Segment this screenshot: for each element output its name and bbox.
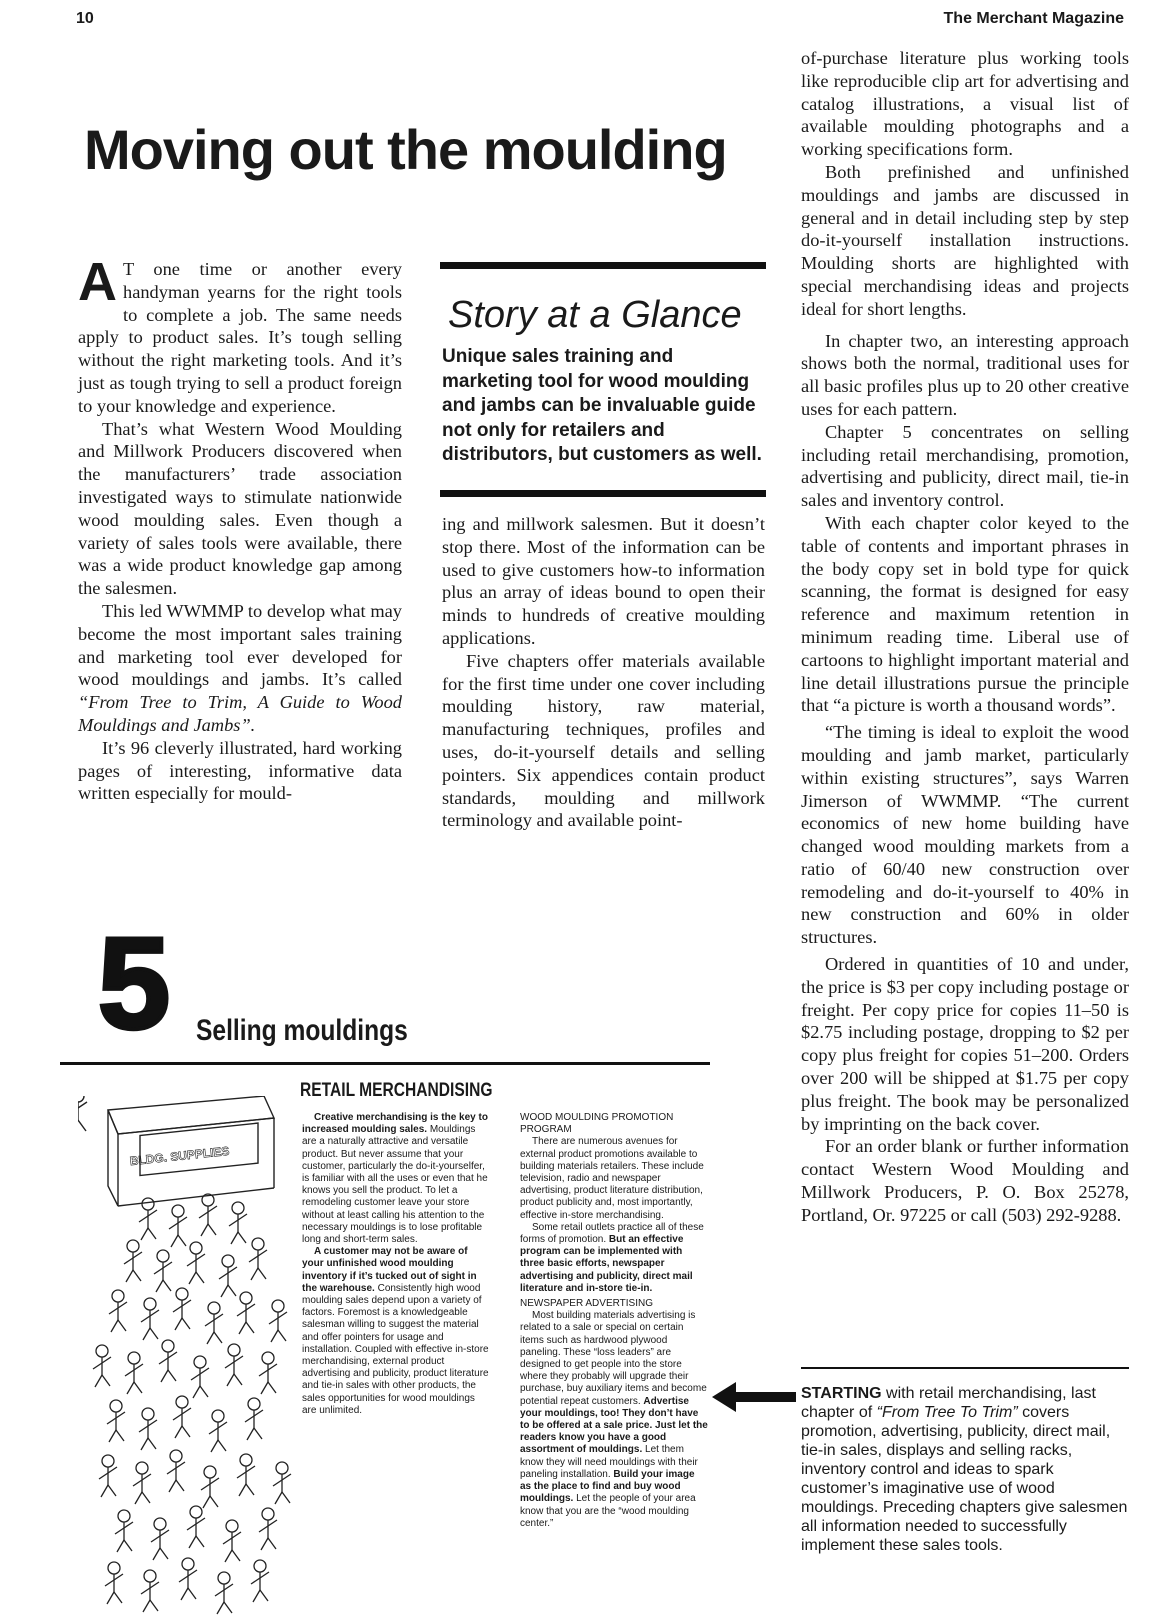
caption-book-title: “From Tree To Trim” <box>876 1404 1018 1421</box>
inset-paragraph <box>520 1310 708 1530</box>
store-sign-text: BLDG. SUPPLIES <box>129 1143 231 1169</box>
caption-lead: STARTING <box>801 1385 882 1402</box>
inset-bold-text: But an effective program can be implemented with three basic efforts, newspaper advertising and publicity, direct mail literature and in-store tie-in. <box>520 1234 693 1294</box>
inset-bold-text: A customer may not be aware of your unfinished wood moulding inventory if it’s tucked out of sight in the warehouse. <box>302 1246 477 1294</box>
glance-bottom-rule <box>440 490 766 497</box>
inset-paragraph <box>302 1112 490 1246</box>
paragraph: With each chapter color keyed to the table of contents and important phrases in the body copy set in bold type for quick scanning, the format is designed for easy reference and maximum retention in minimum reading time. Liberal use of cartoons to highlight important material and line detail illustrations pursue the principle that “a picture is worth a thousand words”. <box>801 512 1129 716</box>
caption-divider <box>801 1367 1129 1369</box>
book-title: “From Tree to Trim, A Guide to Wood Mouldings and Jambs”. <box>78 692 402 735</box>
inset-text: Some retail outlets practice all of these forms of promotion. <box>520 1221 704 1246</box>
section-heading: RETAIL MERCHANDISING <box>300 1080 493 1101</box>
paragraph: “The timing is ideal to exploit the wood moulding and jamb market, particularly within existing structures”, says Warren Jimerson of WWMMP. “The current economics of new home building have changed wood moulding markets from a ratio of 60/40 new construction over remodeling and do-it-yourself to 40% in new construction and 60% in older structures. <box>801 722 1129 948</box>
chapter-number: 5 <box>97 920 171 1040</box>
chapter-number-graphic <box>84 920 188 1040</box>
inset-text: Let the people of your area know that you are the “wood moulding center.” <box>520 1493 696 1529</box>
article-column-2 <box>442 513 765 832</box>
paragraph <box>78 600 402 737</box>
paragraph: For an order blank or further information contact Western Wood Moulding and Millwork Producers, P. O. Box 25278, Portland, Or. 97225 or call (503) 292-9288. <box>801 1136 1129 1225</box>
inset-text: Let them know they will need mouldings with their paneling installation. <box>520 1444 698 1480</box>
paragraph: Chapter 5 concentrates on selling including retail merchandising, promotion, advertising and publicity, direct mail, tie-in sales and inventory control. <box>801 421 1129 511</box>
inset-text: Mouldings are a naturally attractive and versatile product. But never assume that your customer, particularly the do-it-yourselfer, is familiar with all the uses or even that he knows you sell the product. To let a remodeling customer leave your store without at least calling his attention to the necessary mouldings is to lose profitable long and short-term sales. <box>302 1124 488 1246</box>
magazine-name: The Merchant Magazine <box>943 10 1124 27</box>
image-caption <box>801 1384 1129 1555</box>
inset-paragraph <box>520 1222 708 1295</box>
glance-top-rule <box>440 262 766 269</box>
article-column-1 <box>78 252 402 805</box>
inset-bold-text: Build your image as the place to find and buy wood mouldings. <box>520 1468 695 1505</box>
caption-text: with retail merchandising, last chapter of <box>801 1385 1096 1421</box>
inset-bold-text: Creative merchandising is the key to increased moulding sales. <box>302 1112 488 1136</box>
paragraph: Five chapters offer materials available for the first time under one cover including moulding history, raw material, manufacturing techniques, profiles and uses, do-it-yourself details and selling pointers. Six appendices contain product standards, moulding and millwork terminology and available point- <box>442 650 765 831</box>
inset-subheading: NEWSPAPER ADVERTISING <box>520 1298 653 1310</box>
arrow-left-icon <box>712 1380 796 1414</box>
inset-text: Most building materials advertising is related to a sale or special on certain items such as hardwood plywood paneling. These “loss leaders” are designed to get people into the store where they probably will upgrade their purchase, buy auxiliary items and become potential repeat customers. <box>520 1310 707 1407</box>
paragraph: It’s 96 cleverly illustrated, hard working pages of interesting, informative data written especially for mould- <box>78 737 402 804</box>
inset-text: Consistently high wood moulding sales depend upon a variety of factors. Foremost is a knowledgeable salesman willing to suggest the material and offer pointers for usage and installation. Coupled with effective in-store merchandising, external product advertising and publicity, product literature and tie-in sales with other products, the sales opportunities for wood mouldings are unlimited. <box>302 1282 489 1416</box>
crowd-figures <box>93 1194 291 1614</box>
inset-column-1 <box>302 1112 490 1417</box>
glance-title: Story at a Glance <box>448 294 742 336</box>
inset-paragraph <box>302 1246 490 1417</box>
lead-text: T one time or another every handyman yearns for the right tools to complete a job. The same needs apply to product sales. It’s tough selling without the right marketing tools. And it’s just as tough trying to sell a product foreign to your knowledge and experience. <box>78 259 402 416</box>
paragraph: Both prefinished and unfinished mouldings and jambs are discussed in general and in detail including step by step do-it-yourself installation instructions. Moulding shorts are highlighted with special merchandising ideas and projects ideal for short lengths. <box>801 161 1129 319</box>
crowd-cartoon-illustration <box>78 1096 300 1621</box>
chapter-rule <box>60 1062 710 1065</box>
paragraph: In chapter two, an interesting approach shows both the normal, traditional uses for all basic profiles plus up to 20 other creative uses for each pattern. <box>801 330 1129 419</box>
caption-text: covers promotion, advertising, publicity, direct mail, tie-in sales, displays and selling racks, inventory control and ideas to spark customer’s imaginative use of wood mouldings. Preceding chapters give salesmen all information needed to successfully implement these sales tools. <box>801 1404 1128 1554</box>
page-number: 10 <box>76 10 94 27</box>
paragraph-text: This led WWMMP to develop what may become the most important sales training and marketing tool ever developed for wood mouldings and jambs. It’s called <box>78 600 402 690</box>
paragraph: ing and millwork salesmen. But it doesn’t stop there. Most of the information can be used to give customers how-to information plus an array of ideas bound to open their minds to hundreds of creative moulding applications. <box>442 514 765 648</box>
paragraph: Ordered in quantities of 10 and under, the price is $3 per copy including postage or freight. Per copy price for copies 11–50 is $2.75 including postage, dropping to $2 per copy plus freight for copies 51–200. Orders over 200 will be shipped at $1.75 per copy plus freight. The book may be personalized by imprinting on the back cover. <box>801 954 1129 1134</box>
glance-summary: Unique sales training and marketing tool for wood moulding and jambs can be invaluable guide not only for retailers and distributors, but customers as well. <box>442 346 762 465</box>
article-headline: Moving out the moulding <box>84 118 727 181</box>
chapter-title: Selling mouldings <box>196 1014 408 1047</box>
inset-subheading: WOOD MOULDING PROMOTION PROGRAM <box>520 1112 674 1136</box>
inset-bold-text: Advertise your mouldings, too! They don’t have to be offered at a sale price. Just let the readers know you have a good assortment of mouldings. <box>520 1395 708 1456</box>
paragraph: That’s what Western Wood Moulding and Millwork Producers discovered when the manufacturers’ trade association investigated ways to stimulate nationwide wood moulding sales. Even though a variety of sales tools were available, there was a wide product knowledge gap among the salesmen. <box>78 418 402 599</box>
paragraph: of-purchase literature plus working tools like reproducible clip art for advertising and catalog illustrations, a visual list of available moulding photographs and a working specifications form. <box>801 48 1129 160</box>
article-column-3 <box>801 47 1129 1227</box>
drop-cap: A <box>78 252 117 312</box>
inset-paragraph: There are numerous avenues for external product promotions available to building materials retailers. These include television, radio and newspaper advertising, product literature distribution, product publicity and, most importantly, effective in-store merchandising. <box>520 1136 704 1221</box>
inset-column-2 <box>520 1112 708 1530</box>
lead-paragraph <box>78 252 402 418</box>
